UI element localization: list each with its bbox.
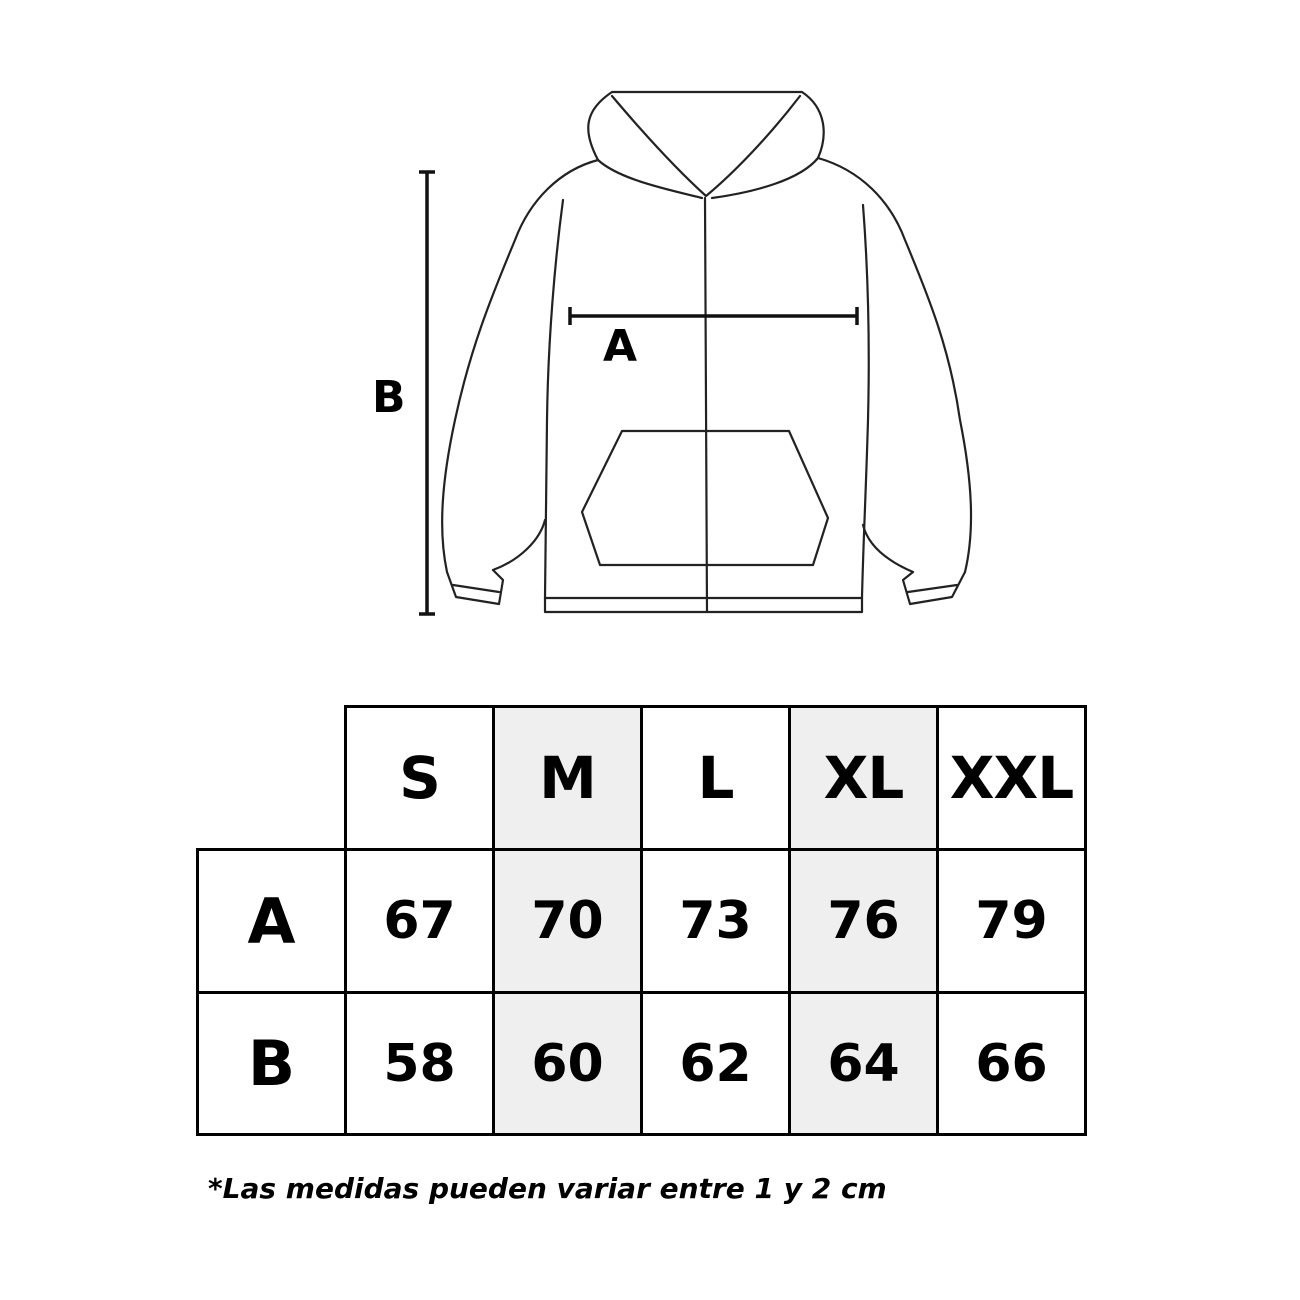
cell-b-s: 58	[344, 991, 495, 1136]
header-xl: XL	[788, 705, 939, 851]
header-m: M	[492, 705, 643, 851]
cell-b-l: 62	[640, 991, 791, 1136]
cell-a-s: 67	[344, 848, 495, 994]
cell-a-xxl: 79	[936, 848, 1087, 994]
hoodie-outline	[442, 92, 971, 612]
header-xxl: XXL	[936, 705, 1087, 851]
footnote: *Las medidas pueden variar entre 1 y 2 cm	[208, 1172, 887, 1205]
cell-b-xxl: 66	[936, 991, 1087, 1136]
cell-b-m: 60	[492, 991, 643, 1136]
header-s: S	[344, 705, 495, 851]
measure-b-line	[419, 172, 435, 614]
cell-b-xl: 64	[788, 991, 939, 1136]
measure-a-label: A	[603, 321, 638, 372]
header-l: L	[640, 705, 791, 851]
cell-a-xl: 76	[788, 848, 939, 994]
cell-a-m: 70	[492, 848, 643, 994]
cell-a-l: 73	[640, 848, 791, 994]
size-table	[196, 705, 1087, 1136]
row-b-label: B	[196, 991, 347, 1136]
measure-b-label: B	[372, 372, 406, 423]
row-a-label: A	[196, 848, 347, 994]
